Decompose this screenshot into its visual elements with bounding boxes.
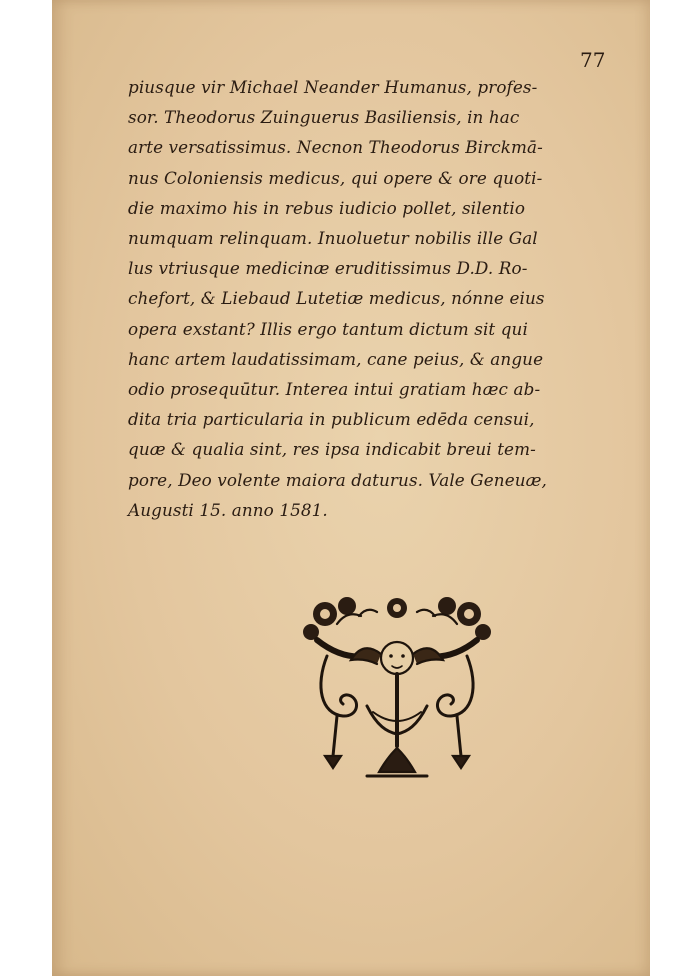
text-line: numquam relinquam. Inuoluetur nobilis ille Gal xyxy=(128,228,538,249)
text-line: hanc artem laudatissimam, cane peius, & angue xyxy=(128,348,544,369)
cherub-floral-ornament-icon xyxy=(297,596,497,786)
text-line: arte versatissimus. Necnon Theodorus Birckmā- xyxy=(128,137,543,158)
text-line: quæ & qualia sint, res ipsa indicabit breui tem- xyxy=(128,439,536,460)
text-line: piusque vir Michael Neander Humanus, profes- xyxy=(128,77,538,97)
text-line: opera exstant? Illis ergo tantum dictum sit qui xyxy=(128,318,528,339)
text-line: sor. Theodorus Zuinguerus Basiliensis, in hac xyxy=(128,107,520,128)
book-page xyxy=(52,0,650,976)
text-line: die maximo his in rebus iudicio pollet, silentio xyxy=(128,197,526,218)
text-line: Augusti 15. anno 1581. xyxy=(128,499,328,520)
text-line: lus vtriusque medicinæ eruditissimus D.D. Ro- xyxy=(128,258,528,279)
text-line: pore, Deo volente maiora daturus. Vale Geneuæ, xyxy=(128,469,547,490)
page-number: 77 xyxy=(580,48,606,72)
text-line: chefort, & Liebaud Lutetiæ medicus, nónne eius xyxy=(128,288,545,309)
text-line: odio prosequūtur. Interea intui gratiam hæc ab- xyxy=(128,379,541,400)
text-line: nus Coloniensis medicus, qui opere & ore quoti- xyxy=(128,167,543,188)
body-text xyxy=(128,72,584,525)
text-line: dita tria particularia in publicum edēda censui, xyxy=(128,409,535,430)
